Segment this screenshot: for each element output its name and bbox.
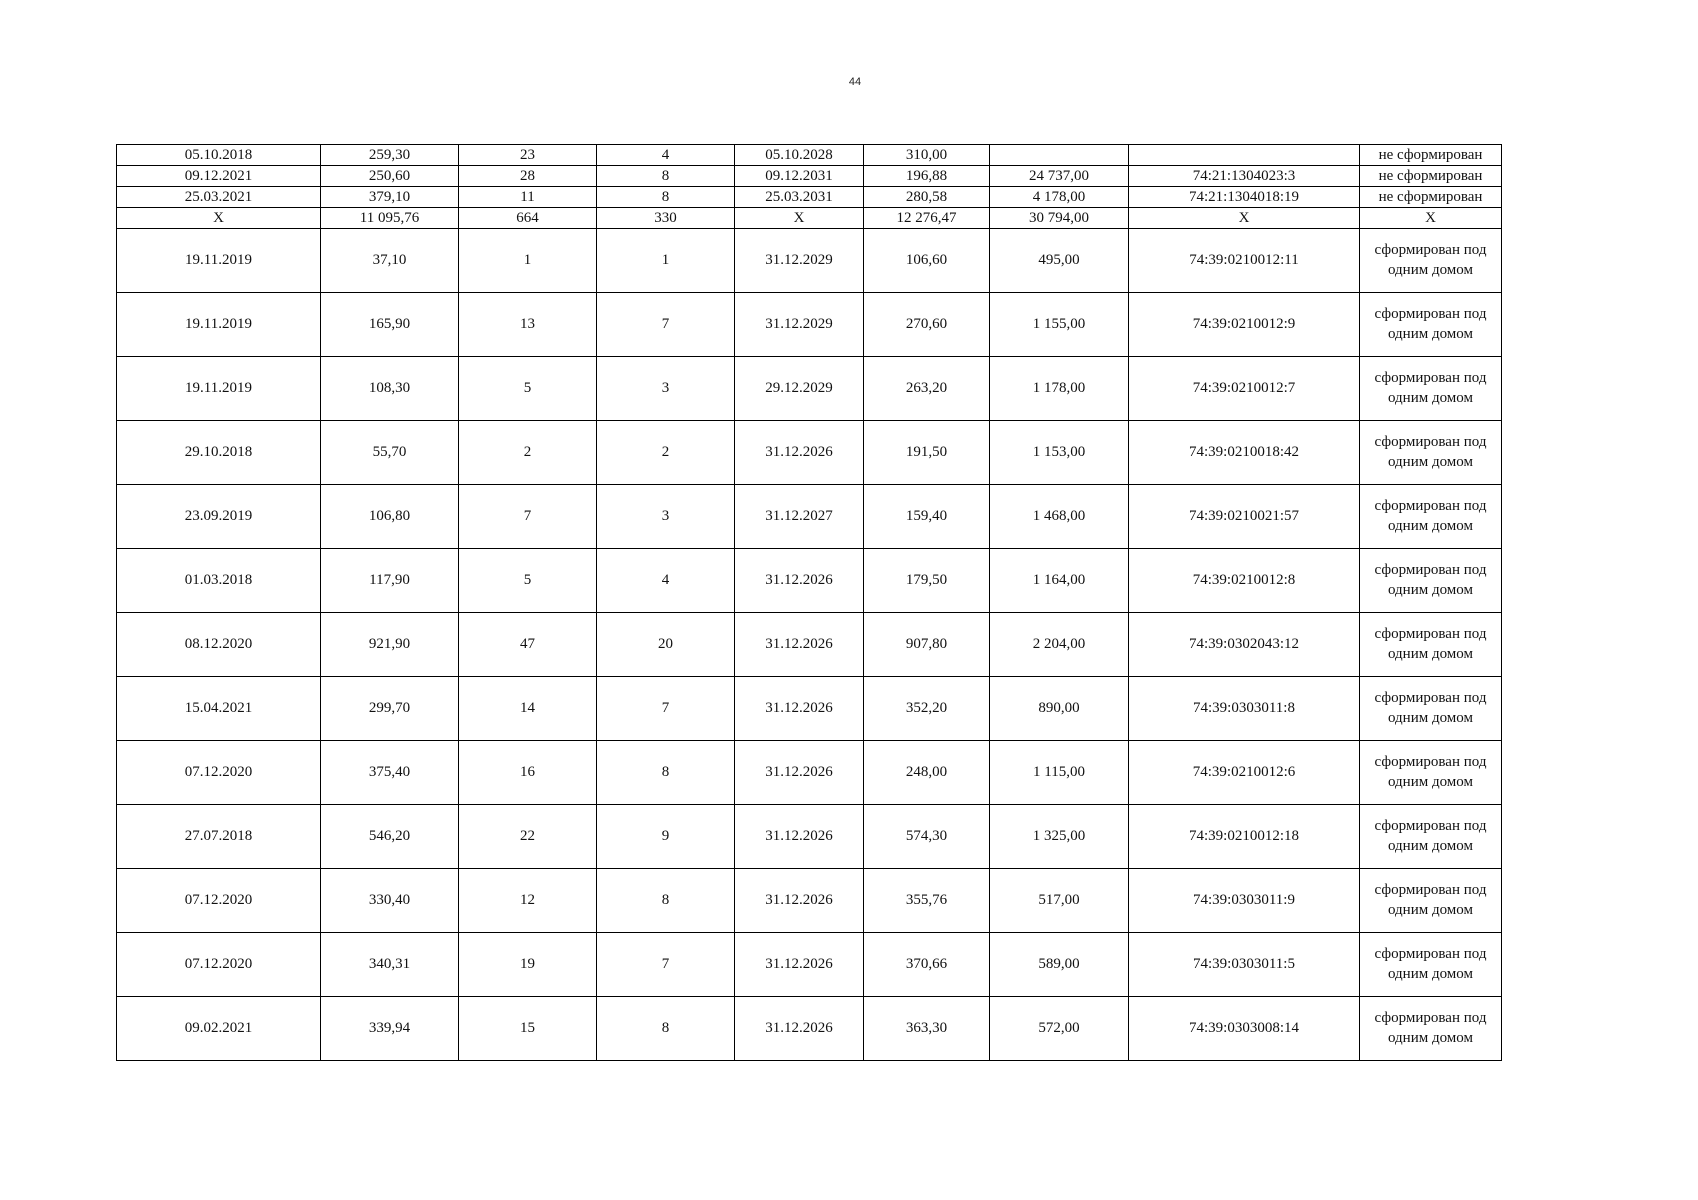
land-area-cell: 1 178,00 xyxy=(990,357,1129,421)
apartments-cell: 7 xyxy=(597,293,735,357)
apartments-cell: 8 xyxy=(597,741,735,805)
area-cell: 379,10 xyxy=(321,187,459,208)
cadastral-number-cell: 74:39:0210012:18 xyxy=(1129,805,1360,869)
date-cell: 07.12.2020 xyxy=(117,933,321,997)
cadastral-number-cell: 74:21:1304018:19 xyxy=(1129,187,1360,208)
table-row xyxy=(117,549,1502,613)
table-row xyxy=(117,145,1502,166)
land-area-cell: 1 153,00 xyxy=(990,421,1129,485)
land-area-cell: 1 325,00 xyxy=(990,805,1129,869)
area-cell: 921,90 xyxy=(321,613,459,677)
deadline-cell: 31.12.2026 xyxy=(735,805,864,869)
area2-cell: 355,76 xyxy=(864,869,990,933)
apartments-cell: 9 xyxy=(597,805,735,869)
table-row xyxy=(117,229,1502,293)
deadline-cell: 31.12.2026 xyxy=(735,421,864,485)
area-cell: 546,20 xyxy=(321,805,459,869)
residents-cell: 13 xyxy=(459,293,597,357)
date-cell: 07.12.2020 xyxy=(117,869,321,933)
status-cell: сформирован под одним домом xyxy=(1360,485,1502,549)
residents-cell: 14 xyxy=(459,677,597,741)
area-cell: 375,40 xyxy=(321,741,459,805)
residents-cell: 47 xyxy=(459,613,597,677)
date-cell: 08.12.2020 xyxy=(117,613,321,677)
date-cell: 15.04.2021 xyxy=(117,677,321,741)
table-row xyxy=(117,741,1502,805)
area2-cell: 370,66 xyxy=(864,933,990,997)
apartments-cell: 330 xyxy=(597,208,735,229)
area-cell: 106,80 xyxy=(321,485,459,549)
date-cell: 19.11.2019 xyxy=(117,357,321,421)
apartments-cell: 4 xyxy=(597,145,735,166)
area2-cell: 270,60 xyxy=(864,293,990,357)
cadastral-number-cell: 74:39:0303008:14 xyxy=(1129,997,1360,1061)
status-cell: сформирован под одним домом xyxy=(1360,933,1502,997)
deadline-cell: 29.12.2029 xyxy=(735,357,864,421)
area-cell: 117,90 xyxy=(321,549,459,613)
land-area-cell: 495,00 xyxy=(990,229,1129,293)
area2-cell: 363,30 xyxy=(864,997,990,1061)
cadastral-number-cell: 74:39:0210012:9 xyxy=(1129,293,1360,357)
cadastral-number-cell: 74:39:0210012:6 xyxy=(1129,741,1360,805)
area2-cell: 179,50 xyxy=(864,549,990,613)
apartments-cell: 8 xyxy=(597,166,735,187)
cadastral-number-cell: 74:39:0303011:5 xyxy=(1129,933,1360,997)
status-cell: не сформирован xyxy=(1360,145,1502,166)
deadline-cell: X xyxy=(735,208,864,229)
land-area-cell: 1 164,00 xyxy=(990,549,1129,613)
area-cell: 11 095,76 xyxy=(321,208,459,229)
status-cell: не сформирован xyxy=(1360,187,1502,208)
residents-cell: 2 xyxy=(459,421,597,485)
land-area-cell: 1 468,00 xyxy=(990,485,1129,549)
date-cell: 19.11.2019 xyxy=(117,229,321,293)
apartments-cell: 3 xyxy=(597,357,735,421)
status-cell: сформирован под одним домом xyxy=(1360,229,1502,293)
area-cell: 339,94 xyxy=(321,997,459,1061)
date-cell: 27.07.2018 xyxy=(117,805,321,869)
status-cell: сформирован под одним домом xyxy=(1360,677,1502,741)
area2-cell: 106,60 xyxy=(864,229,990,293)
apartments-cell: 20 xyxy=(597,613,735,677)
residents-cell: 664 xyxy=(459,208,597,229)
status-cell: сформирован под одним домом xyxy=(1360,549,1502,613)
deadline-cell: 09.12.2031 xyxy=(735,166,864,187)
residents-cell: 7 xyxy=(459,485,597,549)
area-cell: 250,60 xyxy=(321,166,459,187)
deadline-cell: 31.12.2026 xyxy=(735,741,864,805)
apartments-cell: 7 xyxy=(597,677,735,741)
status-cell: сформирован под одним домом xyxy=(1360,741,1502,805)
status-cell: сформирован под одним домом xyxy=(1360,997,1502,1061)
deadline-cell: 31.12.2026 xyxy=(735,549,864,613)
area2-cell: 574,30 xyxy=(864,805,990,869)
apartments-cell: 8 xyxy=(597,869,735,933)
date-cell: 19.11.2019 xyxy=(117,293,321,357)
land-area-cell: 1 155,00 xyxy=(990,293,1129,357)
table-row xyxy=(117,421,1502,485)
cadastral-number-cell xyxy=(1129,145,1360,166)
deadline-cell: 31.12.2026 xyxy=(735,997,864,1061)
area2-cell: 352,20 xyxy=(864,677,990,741)
deadline-cell: 31.12.2029 xyxy=(735,293,864,357)
status-cell: сформирован под одним домом xyxy=(1360,421,1502,485)
apartments-cell: 3 xyxy=(597,485,735,549)
table-row xyxy=(117,357,1502,421)
status-cell: сформирован под одним домом xyxy=(1360,357,1502,421)
area2-cell: 248,00 xyxy=(864,741,990,805)
residents-cell: 28 xyxy=(459,166,597,187)
table-row xyxy=(117,933,1502,997)
apartments-cell: 8 xyxy=(597,997,735,1061)
area-cell: 37,10 xyxy=(321,229,459,293)
date-cell: 09.02.2021 xyxy=(117,997,321,1061)
date-cell: X xyxy=(117,208,321,229)
residents-cell: 5 xyxy=(459,357,597,421)
date-cell: 09.12.2021 xyxy=(117,166,321,187)
apartments-cell: 4 xyxy=(597,549,735,613)
deadline-cell: 05.10.2028 xyxy=(735,145,864,166)
residents-cell: 16 xyxy=(459,741,597,805)
deadline-cell: 31.12.2027 xyxy=(735,485,864,549)
table-row xyxy=(117,293,1502,357)
area2-cell: 159,40 xyxy=(864,485,990,549)
area2-cell: 263,20 xyxy=(864,357,990,421)
apartments-cell: 8 xyxy=(597,187,735,208)
area2-cell: 907,80 xyxy=(864,613,990,677)
total-row xyxy=(117,208,1502,229)
status-cell: сформирован под одним домом xyxy=(1360,613,1502,677)
land-area-cell xyxy=(990,145,1129,166)
residents-cell: 22 xyxy=(459,805,597,869)
cadastral-number-cell: 74:39:0302043:12 xyxy=(1129,613,1360,677)
deadline-cell: 25.03.2031 xyxy=(735,187,864,208)
residents-cell: 23 xyxy=(459,145,597,166)
deadline-cell: 31.12.2029 xyxy=(735,229,864,293)
land-area-cell: 2 204,00 xyxy=(990,613,1129,677)
table-row xyxy=(117,187,1502,208)
status-cell: X xyxy=(1360,208,1502,229)
land-area-cell: 24 737,00 xyxy=(990,166,1129,187)
date-cell: 23.09.2019 xyxy=(117,485,321,549)
area-cell: 165,90 xyxy=(321,293,459,357)
area-cell: 108,30 xyxy=(321,357,459,421)
cadastral-number-cell: 74:39:0303011:9 xyxy=(1129,869,1360,933)
residents-cell: 11 xyxy=(459,187,597,208)
cadastral-number-cell: 74:39:0303011:8 xyxy=(1129,677,1360,741)
table-row xyxy=(117,677,1502,741)
table-row xyxy=(117,613,1502,677)
status-cell: не сформирован xyxy=(1360,166,1502,187)
deadline-cell: 31.12.2026 xyxy=(735,933,864,997)
residents-cell: 12 xyxy=(459,869,597,933)
cadastral-number-cell: 74:21:1304023:3 xyxy=(1129,166,1360,187)
date-cell: 25.03.2021 xyxy=(117,187,321,208)
residents-cell: 19 xyxy=(459,933,597,997)
area2-cell: 280,58 xyxy=(864,187,990,208)
area-cell: 55,70 xyxy=(321,421,459,485)
area2-cell: 191,50 xyxy=(864,421,990,485)
area-cell: 299,70 xyxy=(321,677,459,741)
land-area-cell: 589,00 xyxy=(990,933,1129,997)
date-cell: 07.12.2020 xyxy=(117,741,321,805)
area2-cell: 310,00 xyxy=(864,145,990,166)
land-area-cell: 890,00 xyxy=(990,677,1129,741)
registry-table-body xyxy=(117,145,1502,1061)
status-cell: сформирован под одним домом xyxy=(1360,293,1502,357)
area2-cell: 196,88 xyxy=(864,166,990,187)
table-row xyxy=(117,166,1502,187)
cadastral-number-cell: X xyxy=(1129,208,1360,229)
residents-cell: 1 xyxy=(459,229,597,293)
area-cell: 259,30 xyxy=(321,145,459,166)
land-area-cell: 30 794,00 xyxy=(990,208,1129,229)
area-cell: 330,40 xyxy=(321,869,459,933)
apartments-cell: 2 xyxy=(597,421,735,485)
page-number: 44 xyxy=(848,76,862,88)
date-cell: 29.10.2018 xyxy=(117,421,321,485)
status-cell: сформирован под одним домом xyxy=(1360,869,1502,933)
residents-cell: 5 xyxy=(459,549,597,613)
land-area-cell: 572,00 xyxy=(990,997,1129,1061)
cadastral-number-cell: 74:39:0210018:42 xyxy=(1129,421,1360,485)
residents-cell: 15 xyxy=(459,997,597,1061)
apartments-cell: 7 xyxy=(597,933,735,997)
area2-cell: 12 276,47 xyxy=(864,208,990,229)
table-row xyxy=(117,485,1502,549)
cadastral-number-cell: 74:39:0210012:7 xyxy=(1129,357,1360,421)
land-area-cell: 517,00 xyxy=(990,869,1129,933)
cadastral-number-cell: 74:39:0210021:57 xyxy=(1129,485,1360,549)
registry-table xyxy=(116,144,1502,1061)
land-area-cell: 1 115,00 xyxy=(990,741,1129,805)
cadastral-number-cell: 74:39:0210012:8 xyxy=(1129,549,1360,613)
deadline-cell: 31.12.2026 xyxy=(735,677,864,741)
cadastral-number-cell: 74:39:0210012:11 xyxy=(1129,229,1360,293)
date-cell: 05.10.2018 xyxy=(117,145,321,166)
table-row xyxy=(117,869,1502,933)
status-cell: сформирован под одним домом xyxy=(1360,805,1502,869)
table-row xyxy=(117,997,1502,1061)
area-cell: 340,31 xyxy=(321,933,459,997)
deadline-cell: 31.12.2026 xyxy=(735,869,864,933)
land-area-cell: 4 178,00 xyxy=(990,187,1129,208)
deadline-cell: 31.12.2026 xyxy=(735,613,864,677)
date-cell: 01.03.2018 xyxy=(117,549,321,613)
apartments-cell: 1 xyxy=(597,229,735,293)
table-row xyxy=(117,805,1502,869)
